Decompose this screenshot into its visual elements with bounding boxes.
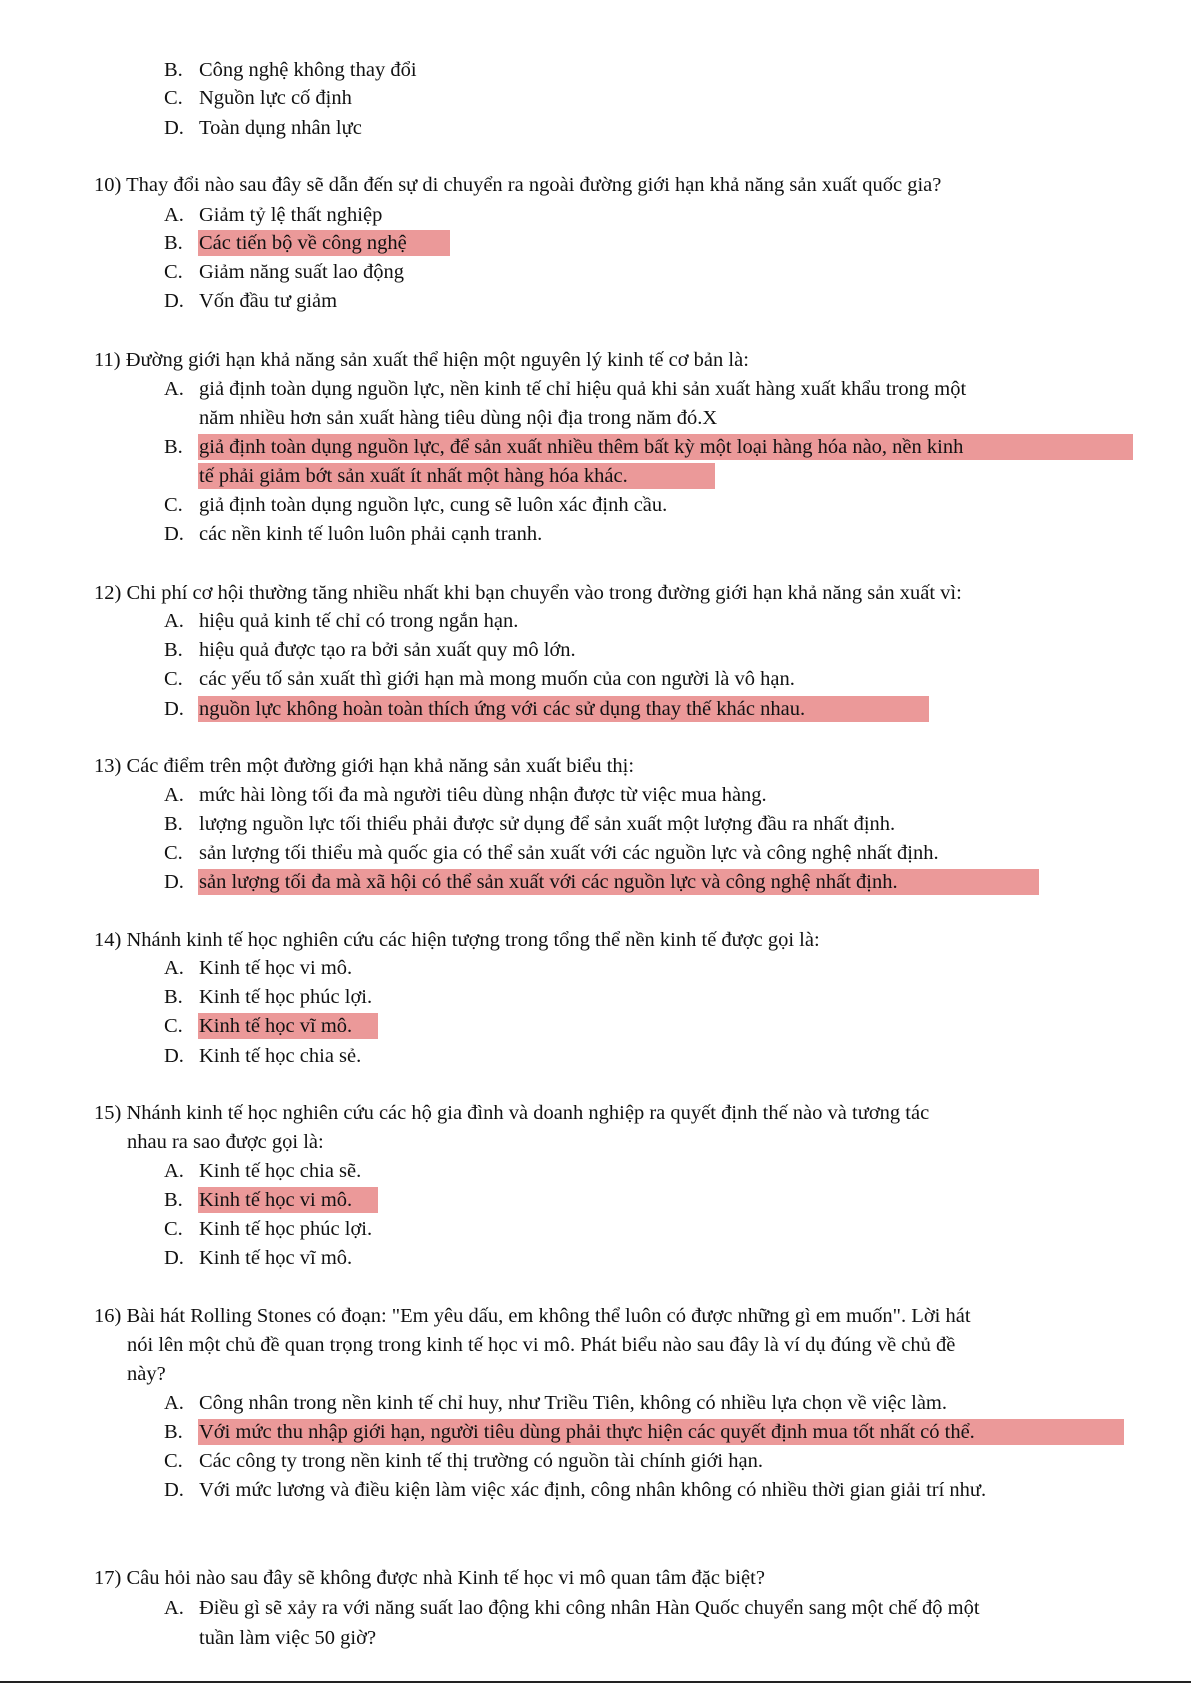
option-c: C. giả định toàn dụng nguồn lực, cung sẽ luôn xác định cầu. <box>164 494 668 516</box>
option-b-correct: B. Với mức thu nhập giới hạn, người tiêu dùng phải thực hiện các quyết định mua tốt nhất có thể. <box>164 1421 975 1443</box>
option-b: B. lượng nguồn lực tối thiểu phải được sử dụng để sản xuất một lượng đầu ra nhất định. <box>164 813 896 835</box>
option-a: A. hiệu quả kinh tế chỉ có trong ngắn hạn. <box>164 610 519 632</box>
option-a: A. Giảm tỷ lệ thất nghiệp <box>164 204 383 226</box>
question-text: 17) Câu hỏi nào sau đây sẽ không được nhà Kinh tế học vi mô quan tâm đặc biệt? <box>94 1567 765 1589</box>
question-text: 12) Chi phí cơ hội thường tăng nhiều nhất khi bạn chuyển vào trong đường giới hạn khả năng sản xuất vì: <box>94 582 962 604</box>
question-text: 13) Các điểm trên một đường giới hạn khả năng sản xuất biểu thị: <box>94 755 635 777</box>
question-text: 10) Thay đổi nào sau đây sẽ dẫn đến sự di chuyển ra ngoài đường giới hạn khả năng sản xuất quốc gia? <box>94 174 942 196</box>
option-c: C. sản lượng tối thiểu mà quốc gia có thể sản xuất với các nguồn lực và công nghệ nhất định. <box>164 842 939 864</box>
option-b: B. Công nghệ không thay đổi <box>164 59 417 81</box>
option-d: D. Toàn dụng nhân lực <box>164 117 362 139</box>
question-text-cont: này? <box>127 1363 166 1385</box>
option-a: A. Kinh tế học chia sẽ. <box>164 1160 362 1182</box>
option-c: C. các yếu tố sản xuất thì giới hạn mà mong muốn của con người là vô hạn. <box>164 668 795 690</box>
option-d: D. Kinh tế học chia sẻ. <box>164 1045 362 1067</box>
option-d: D. Vốn đầu tư giảm <box>164 290 338 312</box>
option-a: A. Công nhân trong nền kinh tế chỉ huy, như Triều Tiên, không có nhiều lựa chọn về việc làm. <box>164 1392 947 1414</box>
option-b: B. hiệu quả được tạo ra bởi sản xuất quy mô lớn. <box>164 639 576 661</box>
option-d: D. các nền kinh tế luôn luôn phải cạnh tranh. <box>164 523 543 545</box>
option-c: C. Các công ty trong nền kinh tế thị trường có nguồn tài chính giới hạn. <box>164 1450 763 1472</box>
option-d: D. Kinh tế học vĩ mô. <box>164 1247 353 1269</box>
option-c: C. Kinh tế học phúc lợi. <box>164 1218 373 1240</box>
option-a: A. giả định toàn dụng nguồn lực, nền kinh tế chỉ hiệu quả khi sản xuất hàng xuất khẩu trong một <box>164 378 967 400</box>
option-b: B. Kinh tế học phúc lợi. <box>164 986 373 1008</box>
question-text-cont: nhau ra sao được gọi là: <box>127 1131 324 1153</box>
option-b-correct: B. Các tiến bộ về công nghệ <box>164 232 407 254</box>
option-c-correct: C. Kinh tế học vĩ mô. <box>164 1015 353 1037</box>
option-a: A. Điều gì sẽ xảy ra với năng suất lao động khi công nhân Hàn Quốc chuyển sang một chế độ một <box>164 1597 980 1619</box>
question-text: 11) Đường giới hạn khả năng sản xuất thể hiện một nguyên lý kinh tế cơ bản là: <box>94 349 749 371</box>
option-a: A. Kinh tế học vi mô. <box>164 957 353 979</box>
question-text-cont: nói lên một chủ đề quan trọng trong kinh tế học vi mô. Phát biểu nào sau đây là ví dụ đúng về chủ đề <box>127 1334 956 1356</box>
question-text: 15) Nhánh kinh tế học nghiên cứu các hộ gia đình và doanh nghiệp ra quyết định thế nào và tương tác <box>94 1102 930 1124</box>
option-c: C. Giảm năng suất lao động <box>164 261 404 283</box>
option-b-correct: B. Kinh tế học vi mô. <box>164 1189 353 1211</box>
option-c: C. Nguồn lực cố định <box>164 87 352 109</box>
question-text: 16) Bài hát Rolling Stones có đoạn: "Em yêu dấu, em không thể luôn có được những gì em muốn". Lời hát <box>94 1305 971 1327</box>
option-a-cont: năm nhiều hơn sản xuất hàng tiêu dùng nội địa trong năm đó.X <box>199 407 718 429</box>
option-b-cont: tế phải giảm bớt sản xuất ít nhất một hàng hóa khác. <box>199 465 628 487</box>
option-d-correct: D. sản lượng tối đa mà xã hội có thể sản xuất với các nguồn lực và công nghệ nhất định. <box>164 871 898 893</box>
option-d-correct: D. nguồn lực không hoàn toàn thích ứng với các sử dụng thay thế khác nhau. <box>164 698 806 720</box>
option-a-cont: tuần làm việc 50 giờ? <box>199 1627 377 1649</box>
option-a: A. mức hài lòng tối đa mà người tiêu dùng nhận được từ việc mua hàng. <box>164 784 767 806</box>
page-bottom-rule <box>0 1681 1191 1683</box>
question-text: 14) Nhánh kinh tế học nghiên cứu các hiện tượng trong tổng thể nền kinh tế được gọi là: <box>94 929 820 951</box>
option-b-correct: B. giả định toàn dụng nguồn lực, để sản xuất nhiều thêm bất kỳ một loại hàng hóa nào, nền kinh <box>164 436 964 458</box>
option-d: D. Với mức lương và điều kiện làm việc xác định, công nhân không có nhiều thời gian giải trí như. <box>164 1479 987 1501</box>
